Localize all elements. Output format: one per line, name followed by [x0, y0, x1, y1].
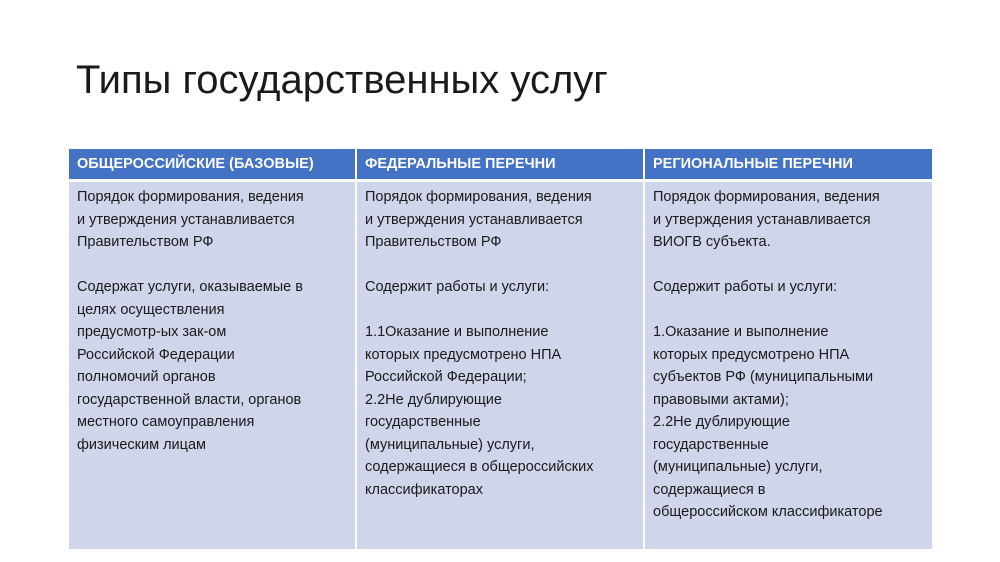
table-header-row — [69, 149, 932, 181]
cell-federal-lists — [356, 181, 644, 550]
cell-text-line: Правительством РФ — [365, 234, 502, 250]
cell-text-line: 2.2Не дублирующие — [365, 391, 502, 408]
cell-regional-lists — [644, 181, 932, 550]
cell-text-line: государственные — [653, 436, 769, 453]
cell-text-line: которых предусмотрено НПА — [365, 346, 562, 363]
cell-text-line: Порядок формирования, ведения — [77, 189, 304, 205]
cell-text-line: целях осуществления — [77, 301, 225, 318]
cell-text-line: и утверждения устанавливается — [365, 211, 583, 228]
cell-text-line: местного самоуправления — [77, 414, 255, 430]
cell-federal-basic — [69, 181, 356, 550]
slide-title: Типы государственных услуг — [76, 58, 608, 102]
cell-text-line: правовыми актами); — [653, 391, 789, 408]
cell-text-line: содержащиеся в общероссийских — [365, 459, 594, 475]
cell-text-line — [365, 299, 635, 322]
cell-text-line: (муниципальные) услуги, — [653, 459, 823, 475]
cell-text-line: государственные — [365, 414, 481, 430]
cell-text-line: государственной власти, органов — [77, 391, 302, 408]
cell-text-line: и утверждения устанавливается — [653, 211, 871, 228]
cell-text-line: которых предусмотрено НПА — [653, 346, 850, 363]
cell-text-line: Порядок формирования, ведения — [365, 189, 592, 205]
cell-text-line: субъектов РФ (муниципальными — [653, 369, 874, 385]
services-table — [69, 149, 932, 549]
cell-text-line — [77, 254, 347, 277]
cell-text-line: классификаторах — [365, 481, 483, 498]
cell-text-line: и утверждения устанавливается — [77, 211, 295, 228]
header-federal-lists: ФЕДЕРАЛЬНЫЕ ПЕРЕЧНИ — [356, 149, 644, 181]
cell-text-line: 2.2Не дублирующие — [653, 414, 790, 430]
cell-text-line: предусмотр-ых зак-ом — [77, 324, 227, 340]
header-federal-basic: ОБЩЕРОССИЙСКИЕ (БАЗОВЫЕ) — [69, 149, 356, 181]
cell-text-line — [653, 254, 924, 277]
cell-text-line: Порядок формирования, ведения — [653, 189, 880, 205]
cell-text-line: 1.Оказание и выполнение — [653, 324, 829, 340]
table-body-row — [69, 181, 932, 550]
cell-text-line: полномочий органов — [77, 369, 216, 385]
header-regional-lists: РЕГИОНАЛЬНЫЕ ПЕРЕЧНИ — [644, 149, 932, 181]
cell-text-line: физическим лицам — [77, 436, 206, 453]
cell-text-line: Российской Федерации; — [365, 369, 527, 385]
cell-text-line: Российской Федерации — [77, 346, 235, 363]
cell-text-line: ВИОГВ субъекта. — [653, 234, 771, 250]
cell-text-line: Правительством РФ — [77, 234, 214, 250]
cell-text-line: Содержат услуги, оказываемые в — [77, 279, 303, 295]
cell-text-line: 1.1Оказание и выполнение — [365, 324, 549, 340]
cell-text-line: содержащиеся в — [653, 481, 766, 498]
cell-text-line — [365, 254, 635, 277]
cell-text-line: (муниципальные) услуги, — [365, 436, 535, 453]
cell-text-line: общероссийском классификаторе — [653, 504, 883, 520]
cell-text-line: Содержит работы и услуги: — [653, 279, 838, 295]
cell-text-line: Содержит работы и услуги: — [365, 279, 550, 295]
cell-text-line — [653, 299, 924, 322]
